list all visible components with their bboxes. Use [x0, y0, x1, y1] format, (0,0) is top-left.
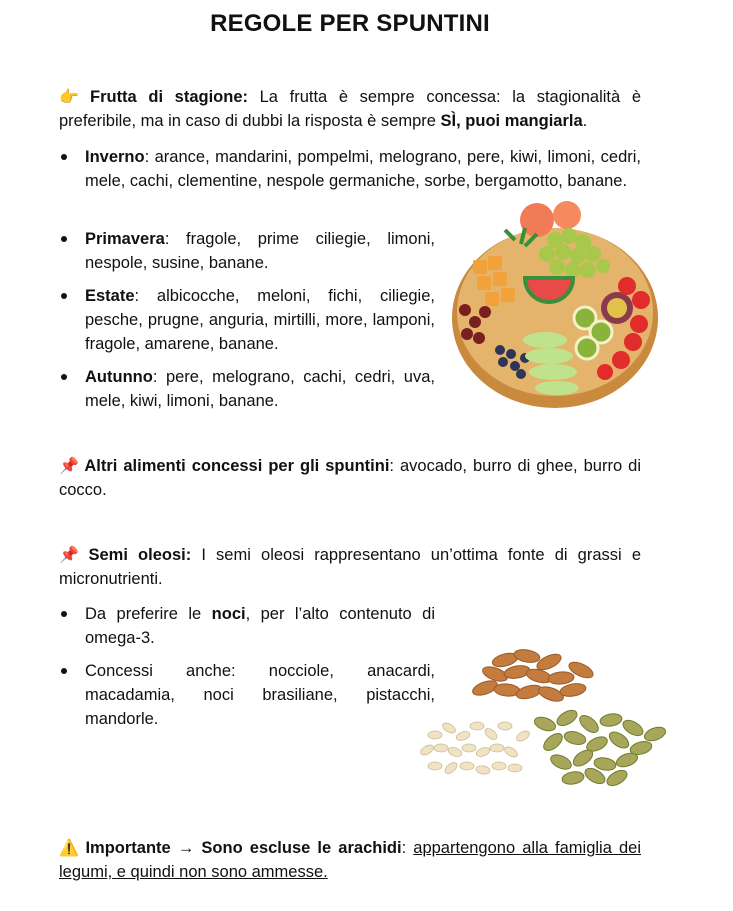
other-foods-paragraph [59, 454, 641, 502]
nuts-seeds-image [405, 640, 675, 790]
season-name: Autunno [85, 368, 153, 386]
fruit-answer: SÌ, puoi mangiarla [440, 112, 583, 130]
season-item-inverno [59, 145, 641, 193]
important-paragraph [59, 836, 641, 884]
seeds-item-text: Concessi anche: nocciole, anacardi, macadamia, noci brasiliane, pistacchi, mandorle. [85, 662, 435, 728]
other-text: : avocado, burro di ghee, burro di cocco. [59, 457, 641, 499]
fruit-text-end: . [582, 112, 588, 130]
fruit-bowl-image [445, 200, 670, 415]
season-list [59, 227, 435, 422]
season-item-primavera [59, 227, 435, 275]
season-item-autunno [59, 365, 435, 413]
seeds-item-text: , per l’alto contenuto di omega-3. [85, 605, 435, 647]
season-items: : albicocche, meloni, fichi, ciliegie, pesche, prugne, anguria, mirtilli, more, lamponi, fragole, amarene, banane. [85, 287, 435, 353]
seeds-item-others [59, 659, 435, 731]
important-text: appartengono alla famiglia dei legumi, e quindi non sono ammesse. [59, 839, 642, 881]
seeds-paragraph [59, 543, 641, 591]
seeds-item-text: Da preferire le [85, 605, 212, 623]
pushpin-icon: 📌 [59, 545, 85, 564]
important-colon: : [401, 839, 414, 857]
fruit-paragraph [59, 85, 641, 133]
season-name: Primavera [85, 230, 165, 248]
important-heading: Importante → Sono escluse le arachidi [85, 839, 402, 857]
fruit-heading: Frutta di stagione: [89, 88, 248, 106]
season-items: : arance, mandarini, pompelmi, melograno, pere, kiwi, limoni, cedri, mele, cachi, clementine, nespole germaniche, sorbe, bergamotto, banane. [85, 148, 641, 190]
season-list-top [59, 145, 641, 202]
pushpin-icon: 📌 [59, 456, 81, 475]
season-item-estate [59, 284, 435, 356]
season-name: Estate [85, 287, 135, 305]
warning-icon: ⚠️ [59, 838, 82, 857]
fruit-text: La frutta è sempre concessa: la stagionalità è preferibile, ma in caso di dubbi la risposta è sempre [59, 88, 642, 130]
seeds-item-bold: noci [211, 605, 246, 623]
seeds-list [59, 602, 435, 740]
seeds-text: I semi oleosi rappresentano un’ottima fonte di grassi e micronutrienti. [59, 546, 641, 588]
seeds-item-noci [59, 602, 435, 650]
page-title: REGOLE PER SPUNTINI [210, 10, 490, 37]
pointing-hand-icon: 👉 [59, 87, 86, 106]
other-heading: Altri alimenti concessi per gli spuntini [84, 457, 390, 475]
season-items: : pere, melograno, cachi, cedri, uva, mele, kiwi, limoni, banane. [85, 368, 435, 410]
seeds-heading: Semi oleosi: [88, 546, 192, 564]
season-items: : fragole, prime ciliegie, limoni, nespole, susine, banane. [85, 230, 435, 272]
season-name: Inverno [85, 148, 145, 166]
